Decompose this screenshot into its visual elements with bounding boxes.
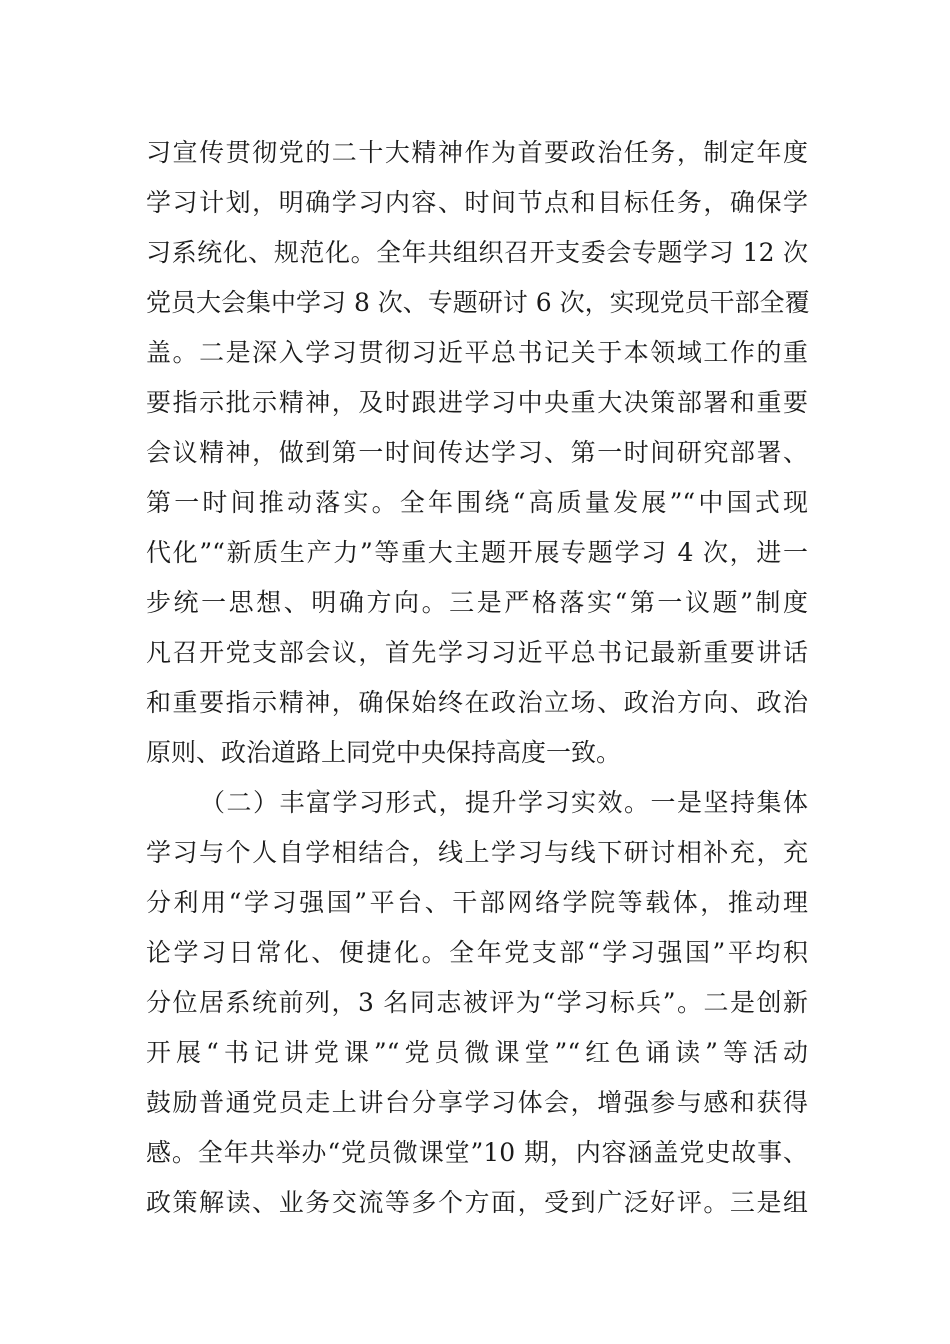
text-line: 论学习日常化、便捷化。全年党支部“学习强国”平均积 — [146, 938, 808, 967]
text-line: 会议精神，做到第一时间传达学习、第一时间研究部署、 — [146, 438, 808, 467]
text-line: 习宣传贯彻党的二十大精神作为首要政治任务，制定年度 — [146, 138, 808, 167]
paragraph-end-line: 原则、政治道路上同党中央保持高度一致。 — [146, 738, 622, 767]
text-line: 代化”“新质生产力”等重大主题开展专题学习 4 次，进一 — [146, 538, 808, 567]
text-line: 要指示批示精神，及时跟进学习中央重大决策部署和重要 — [146, 388, 808, 417]
text-line: 学习与个人自学相结合，线上学习与线下研讨相补充，充 — [146, 838, 808, 867]
text-line: 盖。二是深入学习贯彻习近平总书记关于本领域工作的重 — [146, 338, 808, 367]
text-line: 和重要指示精神，确保始终在政治立场、政治方向、政治 — [146, 688, 808, 717]
text-line: 鼓励普通党员走上讲台分享学习体会，增强参与感和获得 — [146, 1088, 808, 1117]
section-heading-line: （二）丰富学习形式，提升学习实效。一是坚持集体 — [200, 788, 808, 817]
text-line: 分位居系统前列，3 名同志被评为“学习标兵”。二是创新 — [146, 988, 808, 1017]
body-text — [146, 128, 808, 1228]
text-line: 凡召开党支部会议，首先学习习近平总书记最新重要讲话 — [146, 638, 808, 667]
text-line: 政策解读、业务交流等多个方面，受到广泛好评。三是组 — [146, 1188, 808, 1217]
text-line: 感。全年共举办“党员微课堂”10 期，内容涵盖党史故事、 — [146, 1138, 808, 1167]
text-line: 学习计划，明确学习内容、时间节点和目标任务，确保学 — [146, 188, 808, 217]
text-line: 习系统化、规范化。全年共组织召开支委会专题学习 12 次 — [146, 238, 808, 267]
text-line: 分利用“学习强国”平台、干部网络学院等载体，推动理 — [146, 888, 808, 917]
text-line: 开展“书记讲党课”“党员微课堂”“红色诵读”等活动 — [146, 1038, 808, 1067]
text-line: 第一时间推动落实。全年围绕“高质量发展”“中国式现 — [146, 488, 808, 517]
text-line: 党员大会集中学习 8 次、专题研讨 6 次，实现党员干部全覆 — [146, 288, 810, 317]
text-line: 步统一思想、明确方向。三是严格落实“第一议题”制度 — [146, 588, 808, 617]
